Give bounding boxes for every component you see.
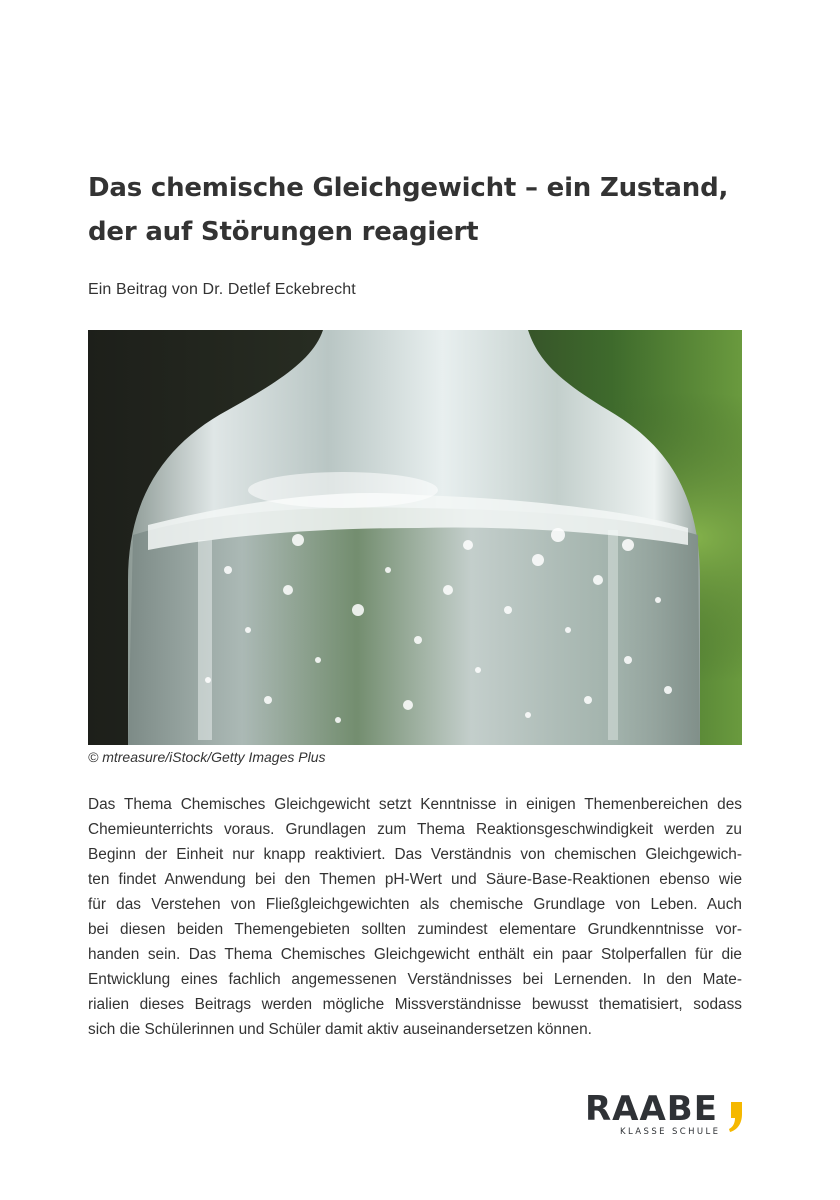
image-credit: © mtreasure/iStock/Getty Images Plus: [88, 749, 326, 765]
logo-comma-icon: [729, 1102, 743, 1132]
water-bottle-photo: [88, 330, 742, 745]
page-title: [88, 166, 768, 254]
paragraph-line: Chemieunterrichts voraus. Grundlagen zum Thema Reaktionsgeschwindigkeit werden zu: [88, 821, 742, 838]
raabe-logo: [585, 1090, 750, 1140]
paragraph-line: Entwicklung eines fachlich angemessenen Verständnisses bei Lernenden. In den Mate-: [88, 971, 742, 988]
paragraph-line: ten findet Anwendung bei den Themen pH-Wert und Säure-Base-Reaktionen ebenso wie: [88, 871, 742, 888]
paragraph-line: für das Verstehen von Fließgleichgewichten als chemische Grundlage von Leben. Auch: [88, 896, 742, 913]
author-line: Ein Beitrag von Dr. Detlef Eckebrecht: [88, 281, 356, 298]
paragraph-line: Beginn der Einheit nur knapp reaktiviert. Das Verständnis von chemischen Gleichgewich-: [88, 846, 742, 863]
paragraph-line: Das Thema Chemisches Gleichgewicht setzt Kenntnisse in einigen Themenbereichen des: [88, 796, 742, 813]
title-line-2: der auf Störungen reagiert: [88, 217, 479, 247]
intro-paragraph: [88, 792, 742, 1042]
paragraph-line: rialien dieses Beitrags werden mögliche Missverständnisse bewusst thematisiert, sodass: [88, 996, 742, 1013]
logo-tagline: KLASSE SCHULE: [620, 1127, 721, 1137]
title-line-1: Das chemische Gleichgewicht – ein Zustand,: [88, 173, 729, 203]
paragraph-line: sich die Schülerinnen und Schüler damit aktiv auseinandersetzen können.: [88, 1021, 592, 1038]
logo-wordmark: RAABE: [585, 1089, 718, 1129]
paragraph-line: handen sein. Das Thema Chemisches Gleichgewicht enthält ein paar Stolperfallen für die: [88, 946, 742, 963]
paragraph-line: bei diesen beiden Themengebieten sollten zumindest elementare Grundkenntnisse vor-: [88, 921, 742, 938]
